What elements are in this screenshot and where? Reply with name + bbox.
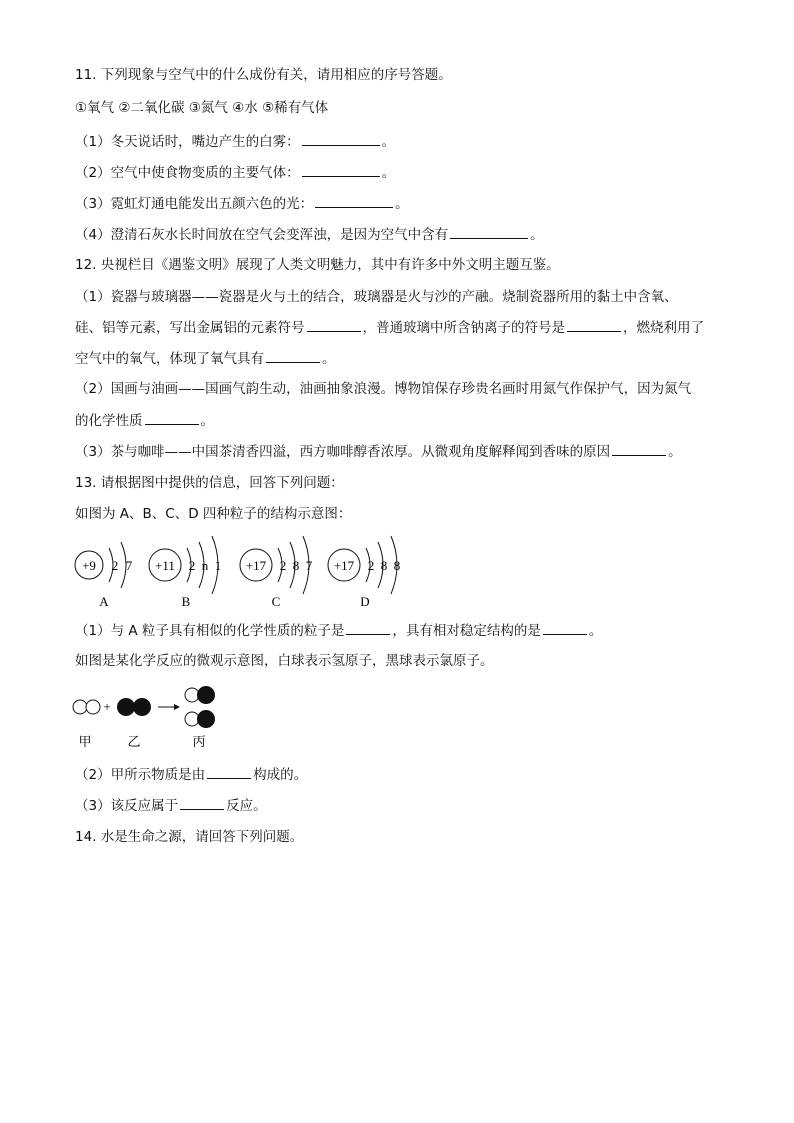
q11-sub2	[75, 163, 395, 182]
hydrogen-atom	[185, 712, 199, 726]
q13-sub3-text-a: （3）该反应属于	[75, 798, 179, 814]
atom-d	[328, 536, 400, 609]
chlorine-atom	[133, 698, 151, 716]
atom-a-nucleus: +9	[82, 558, 96, 573]
period: 。	[588, 623, 603, 639]
q13-sub1-text-b: ，具有相对稳定结构的是	[392, 623, 541, 639]
atom-b-shell-3: 1	[214, 558, 222, 573]
q13-sub3	[75, 796, 267, 815]
q11-sub1-text: （1）冬天说话时，嘴边产生的白雾：	[75, 134, 300, 150]
q11-sub4-text: （4）澄清石灰水长时间放在空气会变浑浊，是因为空气中含有	[75, 227, 449, 243]
q12-p1-text-d: 空气中的氧气，体现了氧气具有	[75, 351, 264, 367]
hydrogen-atom	[185, 688, 199, 702]
answer-blank[interactable]	[612, 442, 666, 456]
q13-stem: 13. 请根据图中提供的信息，回答下列问题：	[75, 475, 344, 491]
q12-p1-text-c: ，燃烧利用了	[623, 320, 704, 336]
q12-stem: 12. 央视栏目《遇鉴文明》展现了人类文明魅力，其中有许多中外文明主题互鉴。	[75, 257, 560, 273]
period: 。	[395, 196, 409, 212]
atom-c	[240, 536, 313, 609]
answer-blank[interactable]	[346, 621, 390, 635]
q12-p2-line2	[75, 411, 214, 430]
q13-sub2	[75, 765, 307, 784]
atom-b-shell-1: 2	[188, 558, 196, 573]
atom-c-label: C	[271, 594, 281, 609]
reaction-plus: +	[103, 699, 111, 714]
q11-sub1	[75, 132, 395, 151]
q12-p1-line2	[75, 318, 704, 337]
q11-sub3-text: （3）霓虹灯通电能发出五颜六色的光：	[75, 196, 314, 212]
q13-sub1	[75, 621, 602, 640]
hydrogen-atom	[86, 700, 100, 714]
atom-a-shell-2: 7	[125, 558, 133, 573]
label-yi: 乙	[127, 735, 141, 750]
q13-sub1-text-a: （1）与 A 粒子具有相似的化学性质的粒子是	[75, 623, 345, 639]
atom-a-label: A	[99, 594, 109, 609]
period: 。	[381, 165, 396, 181]
answer-blank[interactable]	[450, 225, 528, 239]
q11-stem: 11. 下列现象与空气中的什么成份有关，请用相应的序号答题。	[75, 67, 452, 83]
atom-b-nucleus: +11	[155, 558, 175, 573]
atom-b	[149, 536, 221, 609]
q12-p2-text: 的化学性质	[75, 413, 143, 429]
answer-blank[interactable]	[145, 411, 199, 425]
label-jia: 甲	[78, 735, 92, 750]
q12-p1-text-b: ，普通玻璃中所含钠离子的符号是	[362, 320, 565, 336]
atom-c-shell-1: 2	[279, 558, 287, 573]
answer-blank[interactable]	[567, 318, 621, 332]
q13-sub2-text-b: 构成的。	[253, 767, 308, 783]
atom-c-shell-3: 7	[305, 558, 313, 573]
atom-c-shell-2: 8	[292, 558, 300, 573]
label-bing: 丙	[192, 735, 206, 750]
q13-sub2-text-a: （2）甲所示物质是由	[75, 767, 206, 783]
q13-intro2: 如图是某化学反应的微观示意图，白球表示氢原子，黑球表示氯原子。	[75, 653, 494, 669]
q11-sub2-text: （2）空气中使食物变质的主要气体：	[75, 165, 300, 181]
atom-structure-diagram	[60, 528, 440, 614]
answer-blank[interactable]	[207, 765, 251, 779]
q13-intro: 如图为 A、B、C、D 四种粒子的结构示意图：	[75, 506, 352, 522]
answer-blank[interactable]	[302, 163, 380, 177]
chlorine-atom	[197, 710, 215, 728]
reaction-diagram	[68, 680, 238, 750]
atom-a	[75, 542, 133, 609]
q12-p1-text-a: 硅、铝等元素，写出金属铝的元素符号	[75, 320, 305, 336]
answer-blank[interactable]	[543, 621, 587, 635]
q11-options: ①氧气 ②二氧化碳 ③氮气 ④水 ⑤稀有气体	[75, 100, 329, 116]
q13-sub3-text-b: 反应。	[226, 798, 267, 814]
atom-a-shell-1: 2	[111, 558, 119, 573]
period: 。	[322, 351, 336, 367]
atom-d-shell-3: 8	[393, 558, 401, 573]
q12-p1-line3	[75, 349, 336, 368]
arrow-head-icon	[174, 704, 180, 710]
answer-blank[interactable]	[302, 132, 380, 146]
q12-p3	[75, 442, 682, 461]
q11-sub3	[75, 194, 409, 213]
answer-blank[interactable]	[266, 349, 320, 363]
period: 。	[381, 134, 396, 150]
hydrogen-atom	[73, 700, 87, 714]
chlorine-atom	[197, 686, 215, 704]
answer-blank[interactable]	[307, 318, 361, 332]
period: 。	[200, 413, 214, 429]
q14-stem: 14. 水是生命之源，请回答下列问题。	[75, 829, 304, 845]
q12-p2-line1: （2）国画与油画——国画气韵生动，油画抽象浪漫。博物馆保存珍贵名画时用氮气作保护气，因为氮气	[75, 381, 692, 397]
atom-d-nucleus: +17	[333, 558, 355, 573]
atom-d-label: D	[360, 594, 370, 609]
atom-b-label: B	[181, 594, 191, 609]
answer-blank[interactable]	[315, 194, 393, 208]
q12-p1-line1: （1）瓷器与玻璃器——瓷器是火与土的结合，玻璃器是火与沙的产融。烧制瓷器所用的黏土中含氧、	[75, 289, 678, 305]
q12-p3-text: （3）茶与咖啡——中国茶清香四溢，西方咖啡醇香浓厚。从微观角度解释闻到香味的原因	[75, 444, 611, 460]
atom-c-nucleus: +17	[245, 558, 267, 573]
atom-b-shell-2: n	[201, 558, 209, 573]
q11-sub4	[75, 225, 544, 244]
period: 。	[530, 227, 544, 243]
atom-d-shell-1: 2	[367, 558, 375, 573]
chlorine-atom	[117, 698, 135, 716]
answer-blank[interactable]	[180, 796, 224, 810]
period: 。	[668, 444, 682, 460]
atom-d-shell-2: 8	[380, 558, 388, 573]
